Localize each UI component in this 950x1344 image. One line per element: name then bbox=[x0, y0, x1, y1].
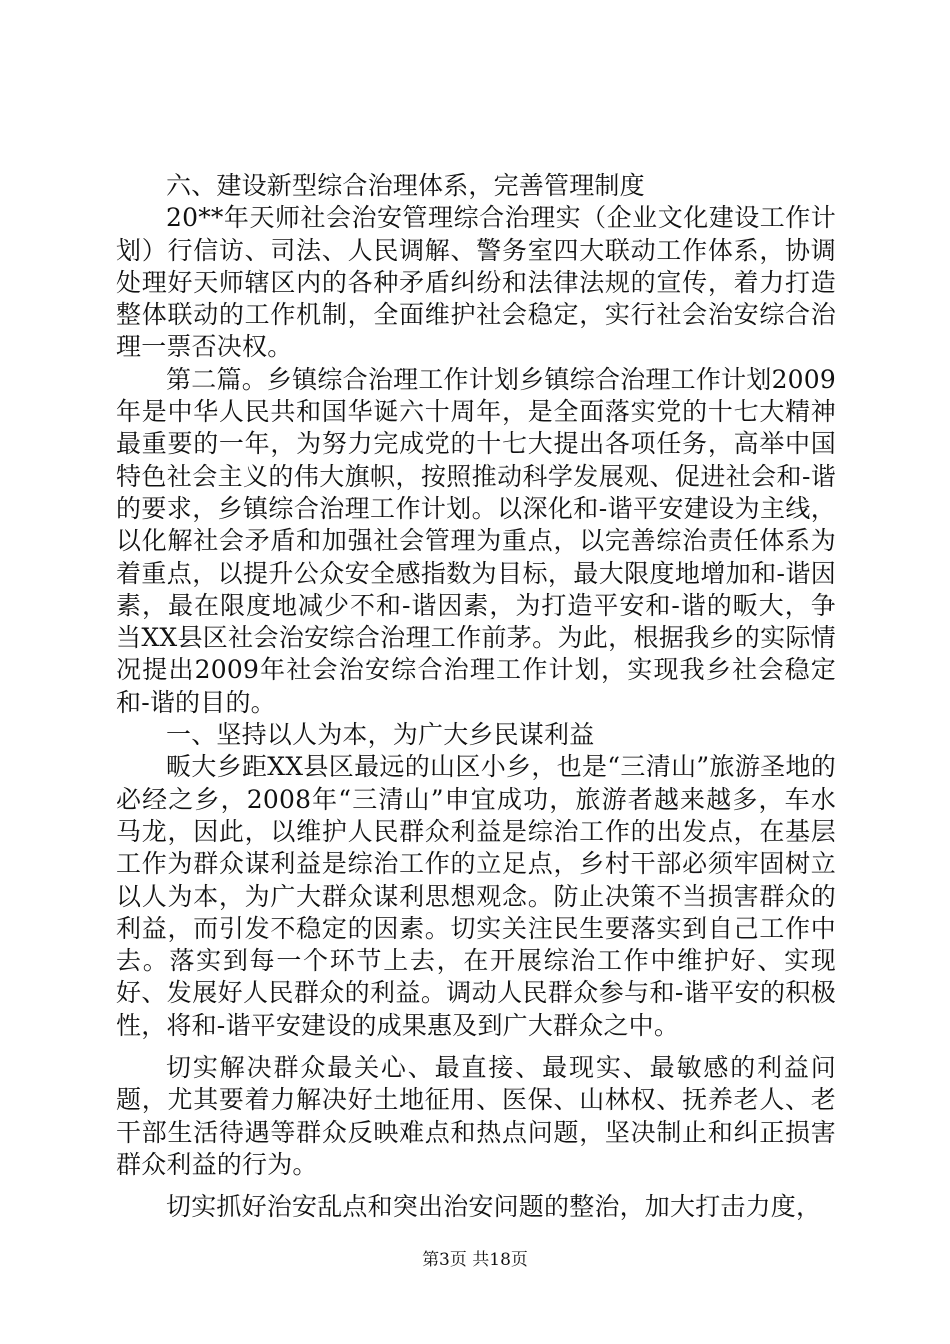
paragraph-second-chapter: 第二篇。乡镇综合治理工作计划乡镇综合治理工作计划2009年是中华人民共和国华诞六十周年，是全面落实党的十七大精神最重要的一年，为努力完成党的十七大提出各项任务，高举中国特色社会主义的伟大旗帜，按照推动科学发展观、促进社会和-谐的要求，乡镇综合治理工作计划。以深化和-谐平安建设为主线，以化解社会矛盾和加强社会管理为重点，以完善综治责任体系为着重点，以提升公众安全感指数为目标，最大限度地增加和-谐因素，最在限度地减少不和-谐因素，为打造平安和-谐的畈大，争当XX县区社会治安综合治理工作前茅。为此，根据我乡的实际情况提出2009年社会治安综合治理工作计划，实现我乡社会稳定和-谐的目的。 bbox=[116, 364, 836, 717]
section-heading-one: 一、坚持以人为本，为广大乡民谋利益 bbox=[166, 720, 595, 750]
paragraph-security-rectification: 切实抓好治安乱点和突出治安问题的整治，加大打击力度， bbox=[166, 1192, 822, 1222]
paragraph-fanda: 畈大乡距XX县区最远的山区小乡，也是“三清山”旅游圣地的必经之乡，2008年“三清山”申宜成功，旅游者越来越多，车水马龙，因此，以维护人民群众利益是综治工作的出发点，在基层工作为群众谋利益是综治工作的立足点，乡村干部必须牢固树立以人为本，为广大群众谋利思想观念。防止决策不当损害群众的利益，而引发不稳定的因素。切实关注民生要落实到自己工作中去。落实到每一个环节上去，在开展综治工作中维护好、实现好、发展好人民群众的利益。调动人民群众参与和-谐平安的积极性，将和-谐平安建设的成果惠及到广大群众之中。 bbox=[116, 752, 836, 1040]
paragraph-tianshi: 20**年天师社会治安管理综合治理实（企业文化建设工作计划）行信访、司法、人民调解、警务室四大联动工作体系，协调处理好天师辖区内的各种矛盾纠纷和法律法规的宣传，着力打造整体联动的工作机制，全面维护社会稳定，实行社会治安综合治理一票否决权。 bbox=[116, 203, 836, 362]
page-footer: 第3页 共18页 bbox=[422, 1250, 528, 1270]
section-heading-six: 六、建设新型综合治理体系，完善管理制度 bbox=[166, 171, 645, 200]
document-body bbox=[116, 170, 836, 1224]
paragraph-interest-issues: 切实解决群众最关心、最直接、最现实、最敏感的利益问题，尤其要着力解决好土地征用、医保、山林权、抚养老人、老干部生活待遇等群众反映难点和热点问题，坚决制止和纠正损害群众利益的行为。 bbox=[116, 1053, 836, 1179]
